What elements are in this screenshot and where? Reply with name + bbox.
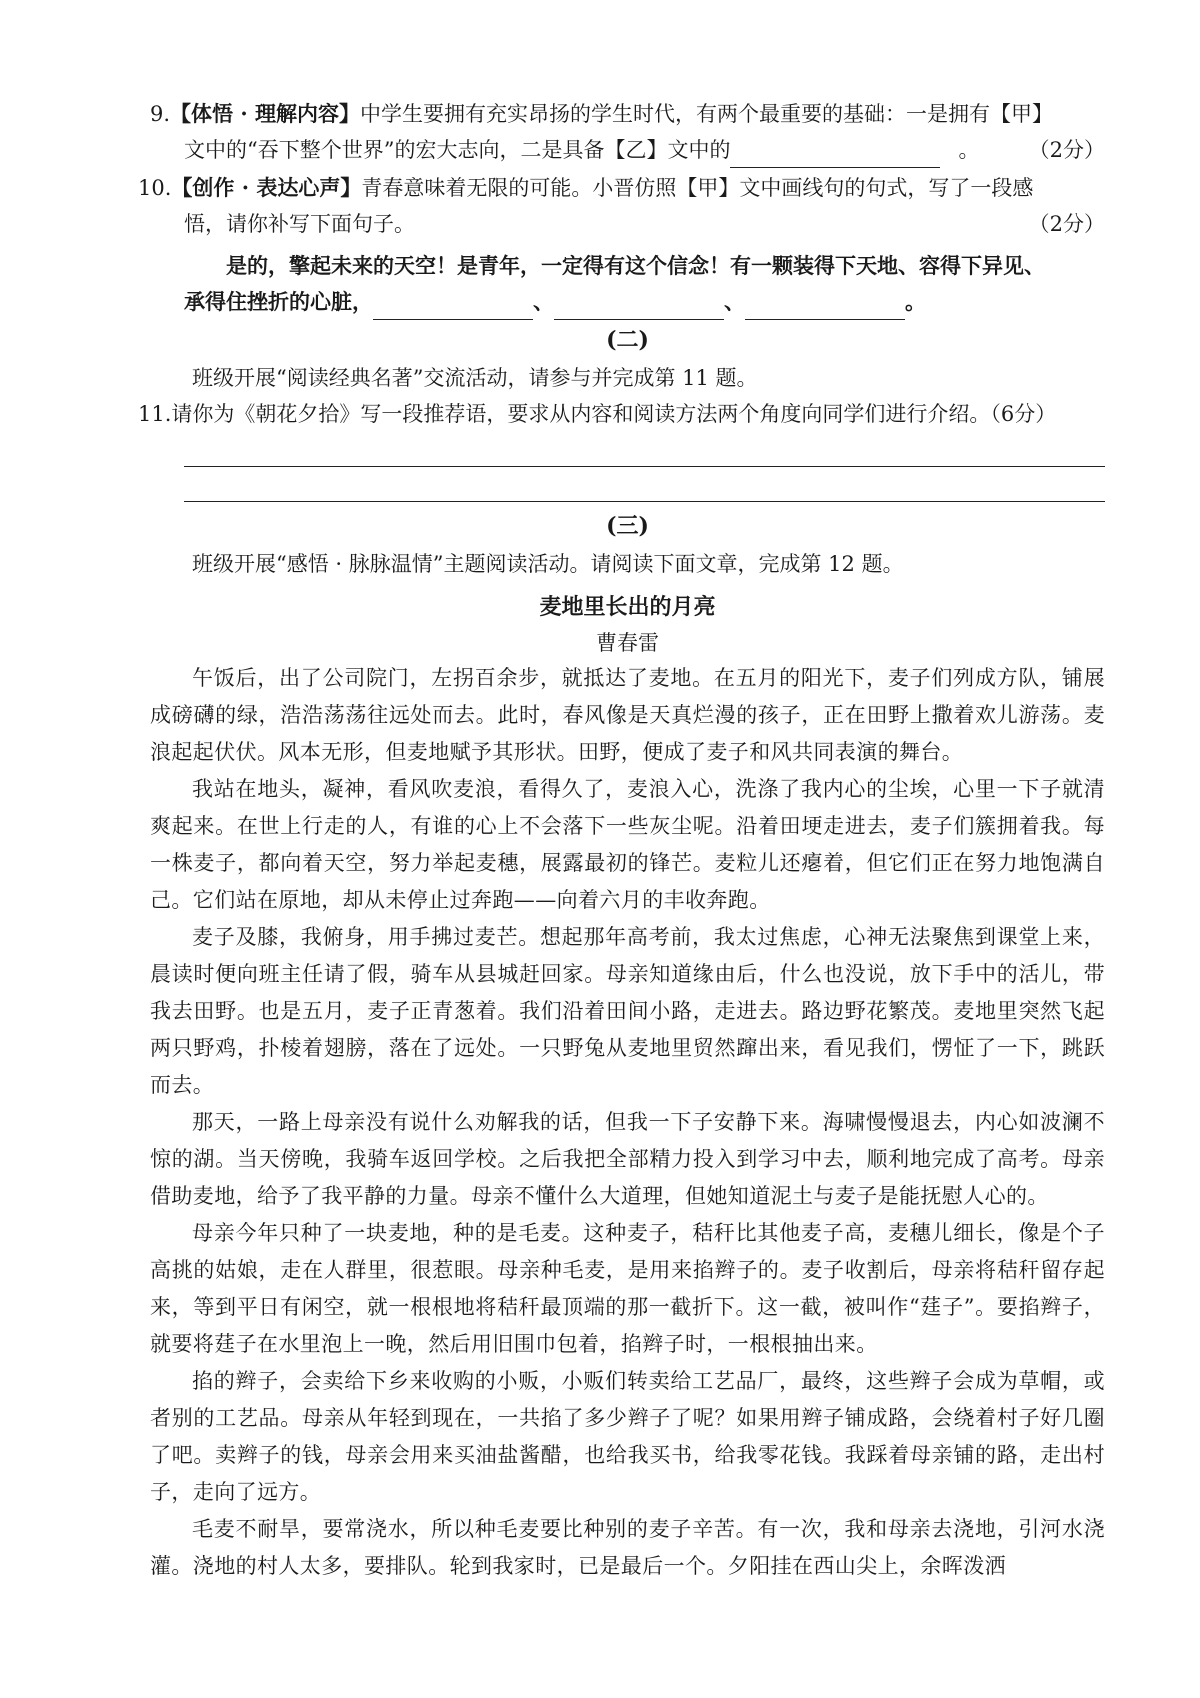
question-number: 11.: [138, 402, 172, 426]
answer-prompt-end: 。: [905, 289, 926, 314]
question-text: 青春意味着无限的可能。小晋仿照【甲】文中画线句的句式，写了一段感: [361, 176, 1034, 200]
article-author: 曹春雷: [596, 631, 659, 655]
answer-prompt-line2-wrap: [184, 284, 1105, 320]
answer-blank-2[interactable]: [554, 293, 724, 320]
question-text-continued: [150, 132, 1105, 168]
question-text: 中学生要拥有充实昂扬的学生时代，有两个最重要的基础：一是拥有【甲】: [359, 102, 1053, 126]
article-title: 麦地里长出的月亮: [539, 594, 716, 620]
answer-blank[interactable]: [730, 141, 940, 168]
question-tag: 【创作 · 表达心声】: [171, 175, 362, 200]
question-10: [138, 170, 1105, 242]
question-number: 9.: [150, 102, 171, 126]
section-intro-3: 班级开展“感悟 · 脉脉温情”主题阅读活动。请阅读下面文章，完成第 12 题。: [192, 552, 904, 576]
answer-prompt-line1: 是的，擎起未来的天空！是青年，一定得有这个信念！有一颗装得下天地、容得下异见、: [226, 253, 1045, 278]
answer-blank-3[interactable]: [745, 293, 905, 320]
question-number: 10.: [138, 176, 172, 200]
article-body: [150, 660, 1105, 1585]
question-text-continued: [150, 206, 1105, 242]
points-label: （2分）: [1028, 212, 1105, 236]
answer-prompt: [150, 248, 1105, 320]
article-paragraph: 掐的辫子，会卖给下乡来收购的小贩，小贩们转卖给工艺品厂，最终，这些辫子会成为草帽，或者别的工艺品。母亲从年轻到现在，一共掐了多少辫子了呢？如果用辫子铺成路，会绕着村子好几圈了吧。卖辫子的钱，母亲会用来买油盐酱醋，也给我买书，给我零花钱。我踩着母亲铺的路，走出村子，走向了远方。: [150, 1369, 1105, 1504]
article-paragraph: 毛麦不耐旱，要常浇水，所以种毛麦要比种别的麦子辛苦。有一次，我和母亲去浇地，引河水浇灌。浇地的村人太多，要排队。轮到我家时，已是最后一个。夕阳挂在西山尖上，余晖泼洒: [150, 1517, 1105, 1578]
answer-prompt-line2: 承得住挫折的心脏，: [184, 289, 373, 314]
answer-blank-1[interactable]: [373, 293, 533, 320]
section-heading-2: (二): [606, 327, 649, 353]
section-heading-3: (三): [606, 513, 649, 539]
question-11: [138, 396, 1105, 432]
points-label: （2分）: [1028, 138, 1105, 162]
question-text: 请你为《朝花夕拾》写一段推荐语，要求从内容和阅读方法两个角度向同学们进行介绍。（6分）: [171, 402, 1057, 426]
answer-line-2[interactable]: [184, 467, 1105, 502]
question-text-line2: 悟，请你补写下面句子。: [184, 212, 415, 236]
question-tag: 【体悟 · 理解内容】: [170, 101, 360, 126]
article-paragraph: 我站在地头，凝神，看风吹麦浪，看得久了，麦浪入心，洗涤了我内心的尘埃，心里一下子就清爽起来。在世上行走的人，有谁的心上不会落下一些灰尘呢。沿着田埂走进去，麦子们簇拥着我。每一株麦子，都向着天空，努力举起麦穗，展露最初的锋芒。麦粒儿还瘪着，但它们正在努力地饱满自己。它们站在原地，却从未停止过奔跑——向着六月的丰收奔跑。: [150, 777, 1105, 912]
question-text-end: 。: [958, 138, 980, 162]
question-9: [150, 96, 1105, 168]
article-paragraph: 母亲今年只种了一块麦地，种的是毛麦。这种麦子，秸秆比其他麦子高，麦穗儿细长，像是个子高挑的姑娘，走在人群里，很惹眼。母亲种毛麦，是用来掐辫子的。麦子收割后，母亲将秸秆留存起来，等到平日有闲空，就一根根地将秸秆最顶端的那一截折下。这一截，被叫作“莛子”。要掐辫子，就要将莛子在水里泡上一晚，然后用旧围巾包着，掐辫子时，一根根抽出来。: [150, 1221, 1105, 1356]
separator: 、: [724, 289, 745, 314]
answer-line-1[interactable]: [184, 432, 1105, 467]
section-intro-2: 班级开展“阅读经典名著”交流活动，请参与并完成第 11 题。: [192, 366, 758, 390]
article-paragraph: 午饭后，出了公司院门，左拐百余步，就抵达了麦地。在五月的阳光下，麦子们列成方队，铺展成磅礴的绿，浩浩荡荡往远处而去。此时，春风像是天真烂漫的孩子，正在田野上撒着欢儿游荡。麦浪起起伏伏。风本无形，但麦地赋予其形状。田野，便成了麦子和风共同表演的舞台。: [150, 666, 1105, 764]
question-text-line2: 文中的“吞下整个世界”的宏大志向，二是具备【乙】文中的: [184, 138, 731, 162]
article-paragraph: 那天，一路上母亲没有说什么劝解我的话，但我一下子安静下来。海啸慢慢退去，内心如波澜不惊的湖。当天傍晚，我骑车返回学校。之后我把全部精力投入到学习中去，顺利地完成了高考。母亲借助麦地，给予了我平静的力量。母亲不懂什么大道理，但她知道泥土与麦子是能抚慰人心的。: [150, 1110, 1105, 1208]
article-paragraph: 麦子及膝，我俯身，用手拂过麦芒。想起那年高考前，我太过焦虑，心神无法聚焦到课堂上来，晨读时便向班主任请了假，骑车从县城赶回家。母亲知道缘由后，什么也没说，放下手中的活儿，带我去田野。也是五月，麦子正青葱着。我们沿着田间小路，走进去。路边野花繁茂。麦地里突然飞起两只野鸡，扑棱着翅膀，落在了远处。一只野兔从麦地里贸然蹿出来，看见我们，愣怔了一下，跳跃而去。: [150, 925, 1105, 1097]
separator: 、: [533, 289, 554, 314]
